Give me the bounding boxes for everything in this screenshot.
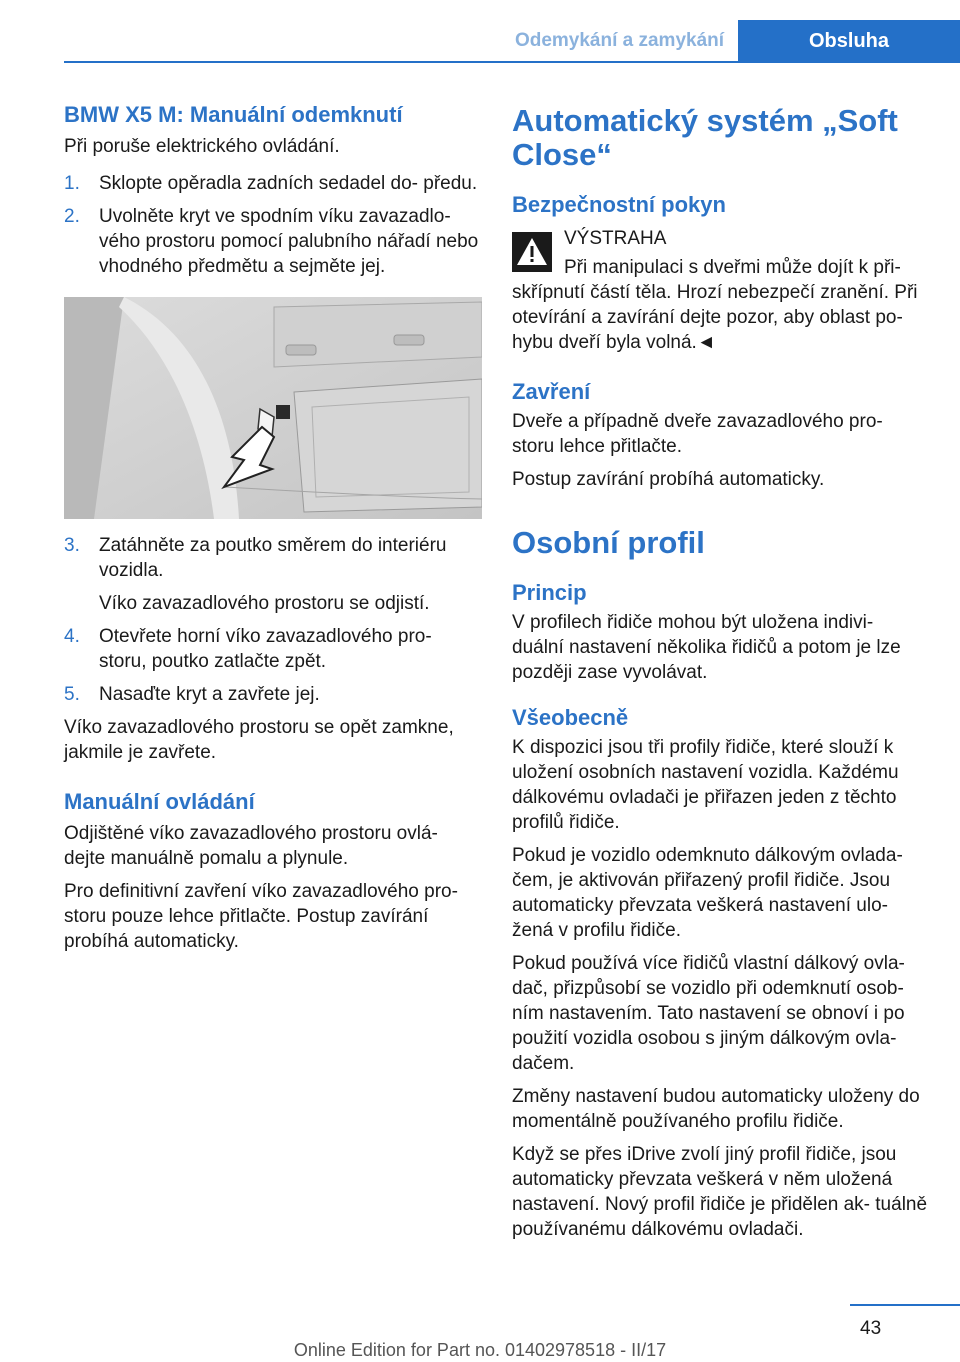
page-number: 43 [860, 1318, 882, 1339]
steps-list-b [64, 533, 482, 707]
general-text-5: Když se přes iDrive zvolí jiný profil řidiče, jsou automaticky převzata veškerá v něm uložená nastavení. Nový profil řidiče je přidělen ak‐ tuálně používanému dálkovému ovladači. [512, 1144, 928, 1240]
step-item [64, 204, 482, 279]
step-number: 4. [64, 626, 80, 647]
general-text-1: K dispozici jsou tři profily řidiče, které slouží k uložení osobních nastavení vozidla. Každému dálkovému ovladači je přiřazen jeden z těchto profilů řidiče. [512, 737, 899, 833]
left-column [64, 100, 482, 954]
step-text: Zatáhněte za poutko směrem do interiéru vozidla. [99, 535, 447, 581]
header-tabs [501, 20, 960, 62]
manual-operation-text-2: Pro definitivní zavření víko zavazadlového pro‐ storu pouze lehce přitlačte. Postup zavírání probíhá automaticky. [64, 881, 458, 952]
header-divider [64, 61, 960, 63]
step-item [64, 682, 482, 707]
edition-footer: Online Edition for Part no. 01402978518 - II/17 [293, 1340, 667, 1360]
steps-list-a [64, 171, 482, 279]
warning-triangle-icon [512, 232, 552, 272]
step-text: Sklopte opěradla zadních sedadel do‐ předu. [99, 173, 478, 194]
warning-block [512, 226, 930, 251]
manual-operation-text-1: Odjištěné víko zavazadlového prostoru ovlá‐ dejte manuálně pomalu a plynule. [64, 823, 438, 869]
step-note: Víko zavazadlového prostoru se odjistí. [99, 593, 430, 614]
step-text: Nasaďte kryt a zavřete jej. [99, 684, 320, 705]
manual-unlock-heading: BMW X5 M: Manuální odemknutí [64, 102, 403, 127]
closing-heading: Zavření [512, 379, 591, 404]
section-tab: Odemykání a zamykání [514, 30, 725, 51]
chapter-tab: Obsluha [738, 20, 960, 62]
relock-note: Víko zavazadlového prostoru se opět zamkne, jakmile je zavřete. [64, 717, 454, 763]
principle-heading: Princip [512, 580, 587, 605]
general-heading: Všeobecně [512, 705, 629, 730]
step-item [64, 171, 482, 196]
closing-text-2: Postup zavírání probíhá automaticky. [512, 469, 825, 490]
warning-label: VÝSTRAHA [564, 228, 667, 249]
soft-close-heading: Automatický systém „Soft Close“ [512, 103, 898, 172]
manual-operation-heading: Manuální ovládání [64, 789, 255, 814]
step-item [64, 533, 482, 616]
principle-text: V profilech řidiče mohou být uložena indivi‐ duální nastavení několika řidičů a potom je lze později zase vyvolávat. [512, 612, 901, 683]
right-column [512, 100, 930, 1242]
general-text-2: Pokud je vozidlo odemknuto dálkovým ovlada‐ čem, je aktivován přiřazený profil řidiče. Jsou automaticky převzata veškerá nastavení ulo‐ žená v profilu řidiče. [512, 845, 903, 941]
footer-divider [850, 1304, 960, 1306]
general-text-3: Pokud používá více řidičů vlastní dálkový ovla‐ dač, přizpůsobí se vozidlo při odemknutí osob‐ ním nastavením. Tato nastavení se obnoví i po použití vozidla osobou s jiným dálkovým ovla‐ dačem. [512, 953, 905, 1074]
step-number: 5. [64, 684, 80, 705]
step-text: Uvolněte kryt ve spodním víku zavazadlo‐ vého prostoru pomocí palubního nářadí nebo vhodného předmětu a sejměte jej. [99, 206, 479, 277]
personal-profile-heading: Osobní profil [512, 525, 705, 560]
step-item [64, 624, 482, 674]
step-number: 1. [64, 173, 80, 194]
trunk-floor-photo [64, 297, 482, 519]
step-number: 2. [64, 206, 80, 227]
warning-text: Při manipulaci s dveřmi může dojít k při‐ skřípnutí částí těla. Hrozí nebezpečí zranění. Při otevírání a zavírání dejte pozor, aby oblast po‐ hybu dveří byla volná.◄ [512, 257, 918, 353]
closing-text-1: Dveře a případně dveře zavazadlového pro‐ storu lehce přitlačte. [512, 411, 883, 457]
manual-unlock-intro: Při poruše elektrického ovládání. [64, 136, 340, 157]
step-text: Otevřete horní víko zavazadlového pro‐ storu, poutko zatlačte zpět. [99, 626, 432, 672]
step-number: 3. [64, 535, 80, 556]
general-text-4: Změny nastavení budou automaticky uloženy do momentálně používaného profilu řidiče. [512, 1086, 920, 1132]
safety-heading: Bezpečnostní pokyn [512, 192, 726, 217]
